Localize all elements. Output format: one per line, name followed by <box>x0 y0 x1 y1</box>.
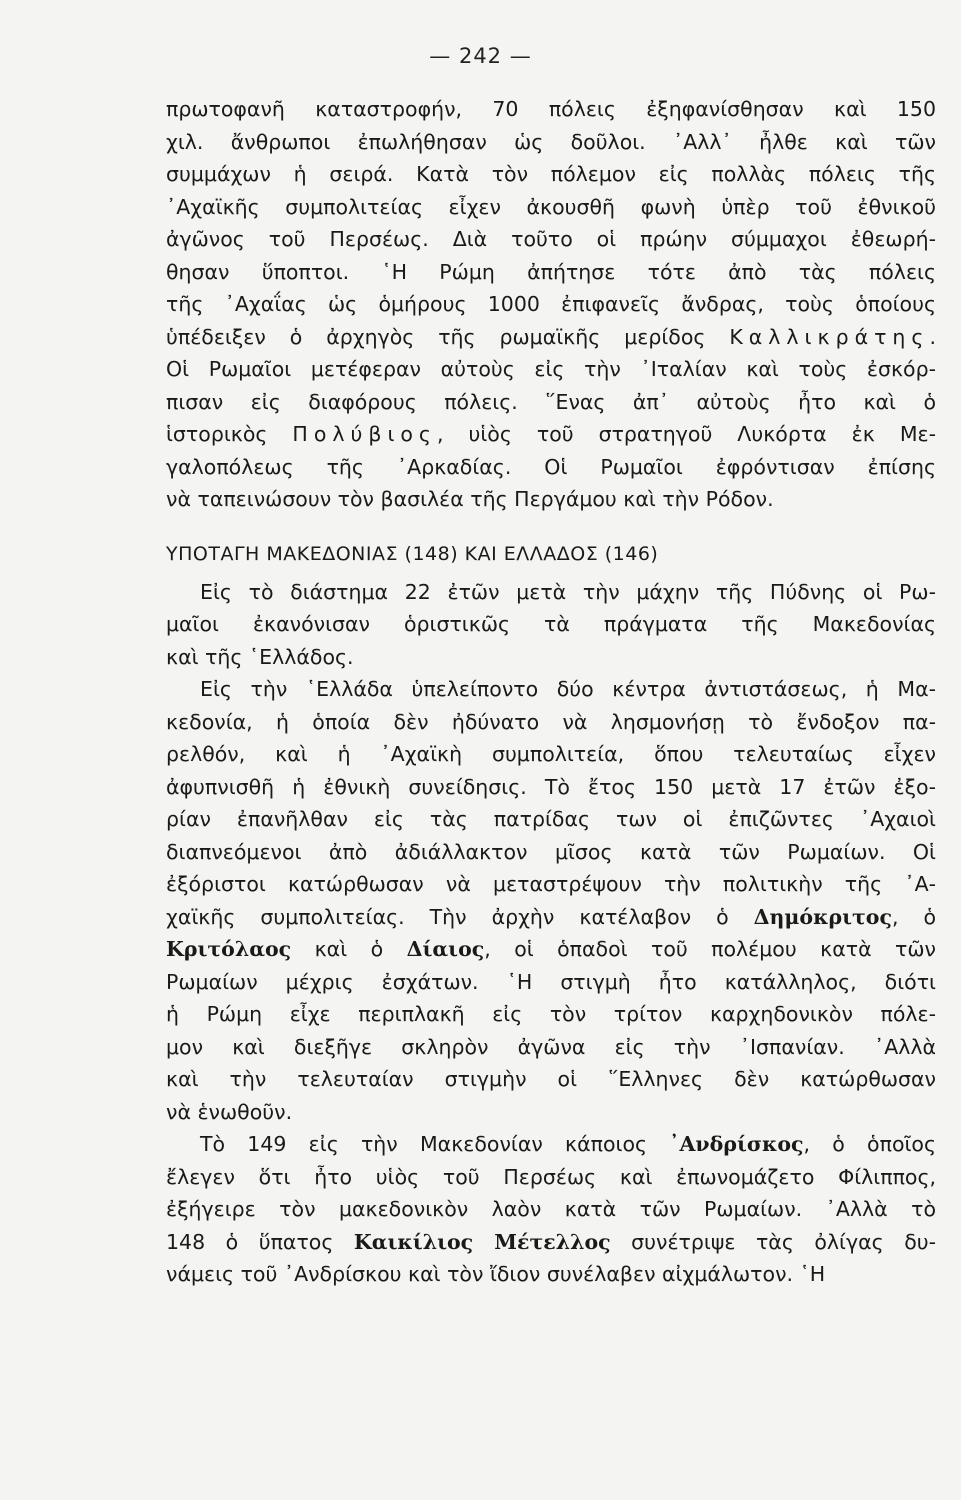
text-line: μαῖοι ἐκανόνισαν ὁριστικῶς τὰ πράγματα τῆς Μακεδονίας <box>166 612 936 636</box>
text-segment: ἱστορικὸς <box>166 422 293 446</box>
text-segment: 148 ὁ ὕπατος <box>166 1229 354 1254</box>
text-line: ἀγῶνος τοῦ Περσέως. Διὰ τοῦτο οἱ πρώην σύμμαχοι ἐθεωρή- <box>166 227 936 251</box>
text-line: νὰ ταπεινώσουν τὸν βασιλέα τῆς Περγάμου καὶ τὴν Ρόδον. <box>166 487 774 511</box>
text-segment: Τὸ 149 εἰς τὴν Μακεδονίαν κάποιος <box>200 1132 670 1156</box>
text-line: ᾿Αχαϊκῆς συμπολιτείας εἶχεν ἀκουσθῆ φωνὴ ὑπὲρ τοῦ ἐθνικοῦ <box>166 194 936 219</box>
text-line: χιλ. ἄνθρωποι ἐπωλήθησαν ὡς δοῦλοι. ᾿Αλλ᾿ ἦλθε καὶ τῶν <box>166 129 936 154</box>
section-heading: ΥΠΟΤΑΓΗ ΜΑΚΕΔΟΝΙΑΣ (148) ΚΑΙ ΕΛΛΑΔΟΣ (146) <box>166 542 659 565</box>
text-line: ἐξόριστοι κατώρθωσαν νὰ μεταστρέψουν τὴν πολιτικὴν τῆς ᾿Α- <box>166 872 936 896</box>
text-line: ἔλεγεν ὅτι ἦτο υἱὸς τοῦ Περσέως καὶ ἐπωνομάζετο Φίλιππος, <box>166 1164 936 1189</box>
text-line: πισαν εἰς διαφόρους πόλεις. ῞Ενας ἀπ᾿ αὐτοὺς ἦτο καὶ ὁ <box>166 389 936 414</box>
bold-name: Δίαιος <box>406 937 485 961</box>
text-segment: , ὁ ὁποῖος <box>803 1132 936 1156</box>
text-line <box>166 321 936 354</box>
text-line: Εἰς τὴν ῾Ελλάδα ὑπελείποντο δύο κέντρα ἀντιστάσεως, ἡ Μα- <box>200 677 936 701</box>
text-line: νάμεις τοῦ ᾿Ανδρίσκου καὶ τὸν ἴδιον συνέλαβεν αἰχμάλωτον. ῾Η <box>166 1262 826 1286</box>
text-line: πρωτοφανῆ καταστροφήν, 70 πόλεις ἐξηφανίσθησαν καὶ 150 <box>166 97 936 121</box>
text-segment: καὶ ὁ <box>291 937 407 961</box>
text-line: καὶ τῆς ῾Ελλάδος. <box>166 644 354 669</box>
text-line <box>166 933 936 966</box>
text-segment: . <box>929 324 936 349</box>
text-line: Ρωμαίων μέχρις ἐσχάτων. ῾Η στιγμὴ ἦτο κατάλληλος, διότι <box>166 969 936 994</box>
text-line <box>166 1128 936 1161</box>
paragraph-1 <box>166 93 936 516</box>
page-number: — 242 — <box>429 44 532 68</box>
text-line: συμμάχων ἡ σειρά. Κατὰ τὸν πόλεμον εἰς πολλὰς πόλεις τῆς <box>166 162 936 186</box>
text-line: νὰ ἑνωθοῦν. <box>166 1099 293 1124</box>
paragraph-3 <box>166 673 936 1128</box>
paragraph-2 <box>166 576 936 674</box>
text-line: ἀφυπνισθῆ ἡ ἐθνικὴ συνείδησις. Τὸ ἔτος 150 μετὰ 17 ἐτῶν ἐξο- <box>166 774 936 799</box>
text-line: Εἰς τὸ διάστημα 22 ἐτῶν μετὰ τὴν μάχην τῆς Πύδνης οἱ Ρω- <box>200 579 936 604</box>
bold-name: Κριτόλαος <box>166 937 292 961</box>
text-segment: χαϊκῆς συμπολιτείας. Τὴν ἀρχὴν κατέλαβον ὁ <box>166 904 754 929</box>
spaced-name: Καλλικράτης <box>729 324 930 349</box>
bold-name: ᾿Ανδρίσκος <box>669 1132 804 1156</box>
text-line: διαπνεόμενοι ἀπὸ ἀδιάλλακτον μῖσος κατὰ τῶν Ρωμαίων. Οἱ <box>166 839 936 864</box>
text-line: γαλοπόλεως τῆς ᾿Αρκαδίας. Οἱ Ρωμαῖοι ἐφρόντισαν ἐπίσης <box>166 454 936 479</box>
text-line: τῆς ᾿Αχαΐας ὡς ὁμήρους 1000 ἐπιφανεῖς ἄνδρας, τοὺς ὁποίους <box>166 292 936 316</box>
text-line: Οἱ Ρωμαῖοι μετέφεραν αὐτοὺς εἰς τὴν ᾿Ιταλίαν καὶ τοὺς ἐσκόρ- <box>166 357 936 381</box>
paragraph-4 <box>166 1128 936 1291</box>
text-segment: συνέτριψε τὰς ὀλίγας δυ- <box>610 1229 937 1254</box>
text-line <box>166 1226 936 1259</box>
text-segment: , οἱ ὁπαδοὶ τοῦ πολέμου κατὰ τῶν <box>484 937 937 961</box>
text-line: ἡ Ρώμη εἶχε περιπλακῆ εἰς τὸν τρίτον καρχηδονικὸν πόλε- <box>166 1002 936 1026</box>
bold-name: Δημόκριτος <box>753 904 892 929</box>
text-segment: ὑπέδειξεν ὁ ἀρχηγὸς τῆς ρωμαϊκῆς μερίδος <box>166 324 730 349</box>
text-line <box>166 418 936 451</box>
body-text <box>166 93 936 1291</box>
text-line: μον καὶ διεξῆγε σκληρὸν ἀγῶνα εἰς τὴν ᾿Ισπανίαν. ᾿Αλλὰ <box>166 1034 936 1059</box>
text-line: καὶ τὴν τελευταίαν στιγμὴν οἱ ῞Ελληνες δὲν κατώρθωσαν <box>166 1067 936 1091</box>
text-line: ρίαν ἐπανῆλθαν εἰς τὰς πατρίδας των οἱ ἐπιζῶντες ᾿Αχαιοὶ <box>166 807 936 831</box>
text-line: κεδονία, ἡ ὁποία δὲν ἠδύνατο νὰ λησμονήσῃ τὸ ἔνδοξον πα- <box>166 709 936 734</box>
text-line: ρελθόν, καὶ ἡ ᾿Αχαϊκὴ συμπολιτεία, ὅπου τελευταίως εἶχεν <box>166 742 936 766</box>
spaced-name: Πολύβιος <box>292 422 437 446</box>
bold-name: Καικίλιος Μέτελλος <box>353 1229 611 1254</box>
text-segment: , ὁ <box>891 904 937 929</box>
text-line: θησαν ὕποπτοι. ῾Η Ρώμη ἀπήτησε τότε ἀπὸ τὰς πόλεις <box>166 259 936 284</box>
text-segment: , υἱὸς τοῦ στρατηγοῦ Λυκόρτα ἐκ Με- <box>436 422 937 446</box>
text-line <box>166 901 936 934</box>
text-line: ἐξήγειρε τὸν μακεδονικὸν λαὸν κατὰ τῶν Ρωμαίων. ᾿Αλλὰ τὸ <box>166 1197 936 1221</box>
